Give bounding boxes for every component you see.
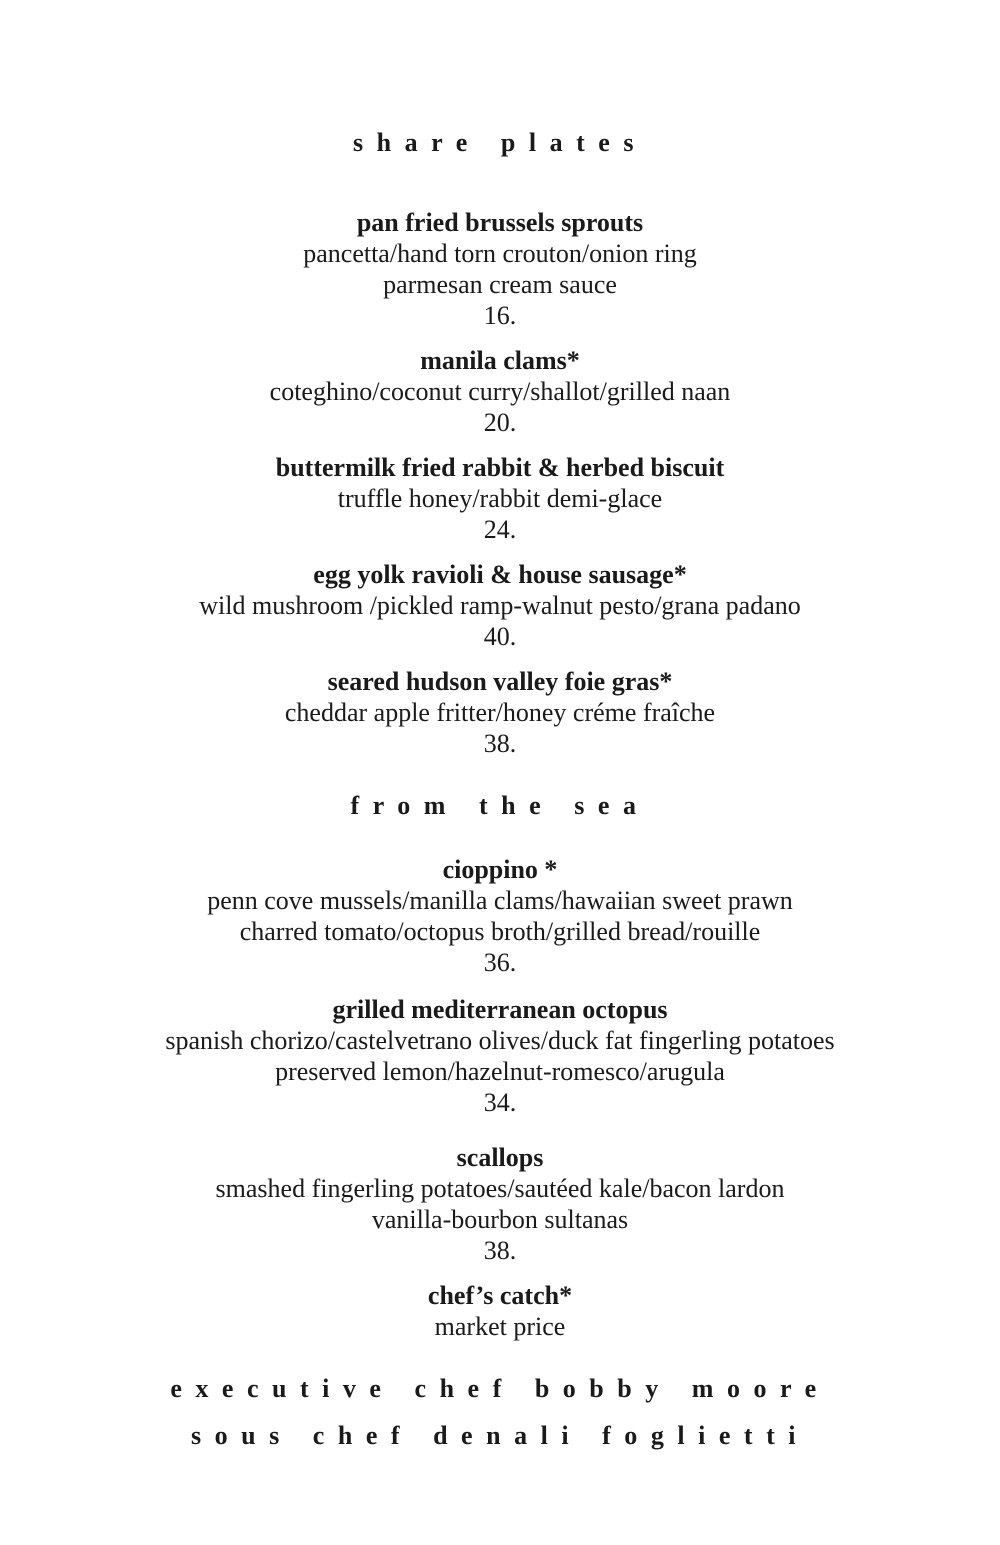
item-description: coteghino/coconut curry/shallot/grilled naan (269, 377, 731, 406)
executive-chef-credit: executive chef bobby moore (170, 1374, 830, 1403)
item-description: vanilla-bourbon sultanas (371, 1205, 629, 1234)
item-description: spanish chorizo/castelvetrano olives/duck fat fingerling potatoes (165, 1026, 835, 1055)
item-description: cheddar apple fritter/honey créme fraîche (284, 698, 716, 727)
item-name: egg yolk ravioli & house sausage* (313, 560, 687, 589)
item-name: buttermilk fried rabbit & herbed biscuit (275, 453, 725, 482)
item-description: truffle honey/rabbit demi-glace (337, 484, 663, 513)
item-name: grilled mediterranean octopus (332, 995, 668, 1024)
item-price: 36. (483, 948, 517, 977)
item-description: preserved lemon/hazelnut-romesco/arugula (275, 1057, 725, 1086)
item-price: market price (434, 1312, 566, 1341)
section-title-from-the-sea: from the sea (350, 791, 650, 820)
menu-item-brussels-sprouts (0, 207, 1000, 331)
item-description: charred tomato/octopus broth/grilled bread/rouille (239, 917, 761, 946)
item-price: 38. (483, 729, 517, 758)
menu-item-scallops (0, 1142, 1000, 1266)
item-description: smashed fingerling potatoes/sautéed kale/bacon lardon (215, 1174, 785, 1203)
sous-chef-credit: sous chef denali foglietti (190, 1421, 809, 1450)
item-description: wild mushroom /pickled ramp-walnut pesto/grana padano (199, 591, 801, 620)
item-price: 34. (483, 1088, 517, 1117)
item-description: pancetta/hand torn crouton/onion ring (303, 239, 697, 268)
menu-item-cioppino (0, 854, 1000, 978)
item-price: 40. (483, 622, 517, 651)
item-description: penn cove mussels/manilla clams/hawaiian sweet prawn (207, 886, 793, 915)
section-title-share-plates: share plates (353, 128, 647, 157)
menu-item-chefs-catch (0, 1280, 1000, 1342)
menu-item-manila-clams (0, 345, 1000, 438)
menu-item-octopus (0, 994, 1000, 1118)
item-name: chef’s catch* (427, 1281, 573, 1310)
menu-item-egg-yolk-ravioli (0, 559, 1000, 652)
item-price: 20. (483, 408, 517, 437)
item-name: pan fried brussels sprouts (356, 208, 644, 237)
item-name: scallops (456, 1143, 544, 1172)
menu-item-foie-gras (0, 666, 1000, 759)
item-price: 24. (483, 515, 517, 544)
item-name: seared hudson valley foie gras* (327, 667, 673, 696)
item-price: 16. (483, 301, 517, 330)
menu-item-fried-rabbit (0, 452, 1000, 545)
item-price: 38. (483, 1236, 517, 1265)
item-name: manila clams* (420, 346, 580, 375)
item-name: cioppino * (442, 855, 558, 884)
item-description: parmesan cream sauce (383, 270, 617, 299)
